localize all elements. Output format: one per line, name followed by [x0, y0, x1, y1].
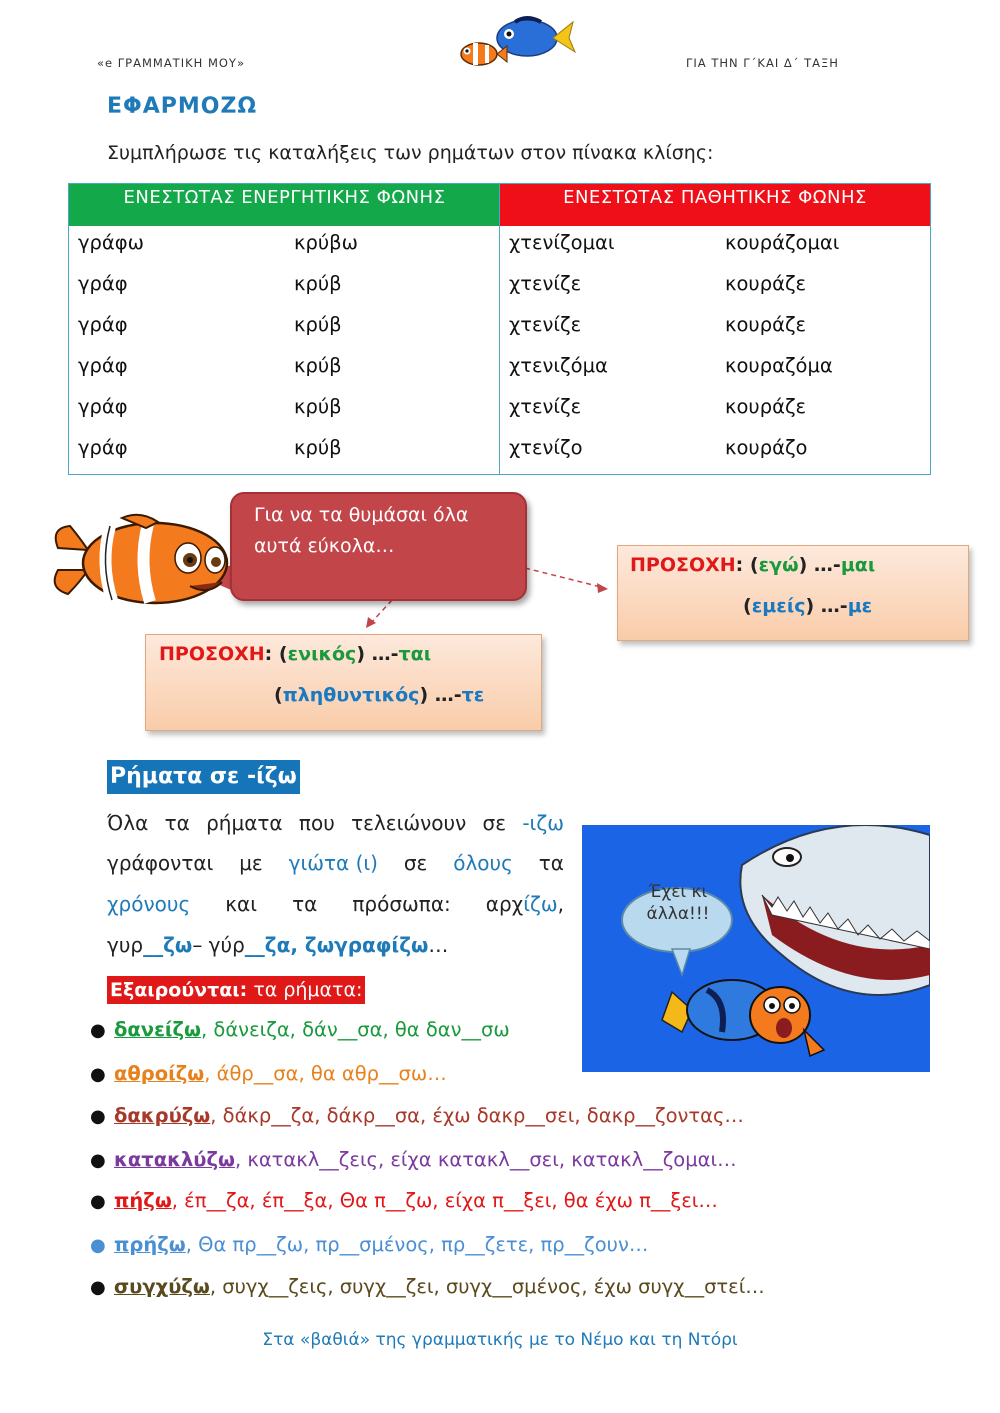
exception-item: ● πρήζω, Θα πρ__ζω, πρ__σμένος, πρ__ζετε, πρ__ζουν… [90, 1233, 649, 1256]
shark-dory-nemo-icon [582, 825, 930, 1072]
table-cell: γράφω [78, 231, 144, 254]
shark-illustration [582, 825, 930, 1072]
table-cell[interactable]: γράφ [78, 436, 128, 459]
attention-label: ΠΡΟΣΟΧΗ [630, 554, 736, 576]
exception-item: ● πήζω, έπ__ζα, έπ__ξα, Θα π__ζω, είχα π__ξει, θα έχω π__ξει… [90, 1189, 718, 1212]
rules-heading: Ρήματα σε -ίζω [107, 760, 300, 794]
table-cell[interactable]: γράφ [78, 354, 128, 377]
table-cell: κουράζομαι [725, 231, 840, 254]
table-cell[interactable]: γράφ [78, 395, 128, 418]
note-line: (πληθυντικός) …-τε [274, 684, 485, 706]
attention-note-third-person [145, 634, 542, 731]
nemo-fish-icon [50, 508, 250, 613]
speech-bubble-text [254, 500, 514, 562]
note-line: ΠΡΟΣΟΧΗ: (εγώ) …-μαι [630, 554, 876, 576]
conjugation-table [68, 183, 931, 475]
note-line: (εμείς) …-με [743, 595, 873, 617]
table-cell[interactable]: γράφ [78, 272, 128, 295]
table-cell[interactable]: χτενίζε [509, 272, 582, 295]
exception-item: ● δακρύζω, δάκρ__ζα, δάκρ__σα, έχω δακρ__σει, δακρ__ζοντας… [90, 1104, 744, 1127]
table-cell[interactable]: γράφ [78, 313, 128, 336]
shark-speech-text: Έχει κι άλλα!!! [646, 882, 710, 924]
exceptions-heading: Εξαιρούνται: τα ρήματα: [107, 976, 365, 1004]
rule-line: γράφονται με γιώτα (ι) σε όλους τα [107, 851, 564, 875]
table-cell[interactable]: κουράζε [725, 395, 807, 418]
attention-label: ΠΡΟΣΟΧΗ [159, 643, 265, 665]
header-right: ΓΙΑ ΤΗΝ Γ΄ΚΑΙ Δ΄ ΤΑΞΗ [686, 56, 839, 70]
table-divider [499, 184, 500, 474]
table-cell[interactable]: κρύβ [294, 313, 342, 336]
nemo-dory-logo-icon [455, 10, 580, 80]
table-cell[interactable]: χτενίζε [509, 395, 582, 418]
attention-note-first-person [617, 545, 969, 641]
exception-item: ● δανείζω, δάνειζα, δάν__σα, θα δαν__σω [90, 1018, 510, 1041]
table-cell[interactable]: κρύβ [294, 272, 342, 295]
exception-item: ● συγχύζω, συγχ__ζεις, συγχ__ζει, συγχ__σμένος, έχω συγχ__στεί… [90, 1275, 765, 1298]
table-cell[interactable]: κρύβ [294, 354, 342, 377]
header-left: «e ΓΡΑΜΜΑΤΙΚΗ ΜΟΥ» [97, 56, 245, 70]
active-voice-header: ΕΝΕΣΤΩΤΑΣ ΕΝΕΡΓΗΤΙΚΗΣ ΦΩΝΗΣ [69, 184, 500, 226]
section-title: ΕΦΑΡΜΟΖΩ [107, 94, 258, 119]
rule-line: χρόνους και τα πρόσωπα: αρχίζω, [107, 892, 564, 916]
instruction-text: Συμπλήρωσε τις καταλήξεις των ρημάτων στον πίνακα κλίσης: [107, 142, 714, 164]
passive-voice-header: ΕΝΕΣΤΩΤΑΣ ΠΑΘΗΤΙΚΗΣ ΦΩΝΗΣ [500, 184, 930, 226]
rule-line: γυρ __ζω – γύρ __ζα, ζωγραφ ίζω … [107, 933, 449, 957]
table-cell[interactable]: κουράζε [725, 313, 807, 336]
bubble-line: Για να τα θυμάσαι όλα [254, 504, 469, 526]
note-line: ΠΡΟΣΟΧΗ: (ενικός) …-ται [159, 643, 432, 665]
footer-text: Στα «βαθιά» της γραμματικής με το Νέμο και τη Ντόρι [262, 1330, 738, 1350]
table-cell[interactable]: κρύβ [294, 436, 342, 459]
exception-item: ● αθροίζω, άθρ__σα, θα αθρ__σω… [90, 1062, 447, 1085]
table-cell: χτενίζομαι [509, 231, 615, 254]
table-cell[interactable]: χτενίζε [509, 313, 582, 336]
table-cell[interactable]: κρύβ [294, 395, 342, 418]
table-cell[interactable]: κουράζο [725, 436, 808, 459]
table-cell[interactable]: χτενίζο [509, 436, 583, 459]
table-cell: κρύβω [294, 231, 358, 254]
table-cell[interactable]: κουράζε [725, 272, 807, 295]
rule-line: Όλα τα ρήματα που τελειώνουν σε -ιζω [107, 811, 564, 835]
table-cell[interactable]: χτενιζόμα [509, 354, 608, 377]
exception-item: ● κατακλύζω, κατακλ__ζεις, είχα κατακλ__σει, κατακλ__ζομαι… [90, 1148, 737, 1171]
table-cell[interactable]: κουραζόμα [725, 354, 833, 377]
bubble-line: αυτά εύκολα… [254, 535, 395, 557]
